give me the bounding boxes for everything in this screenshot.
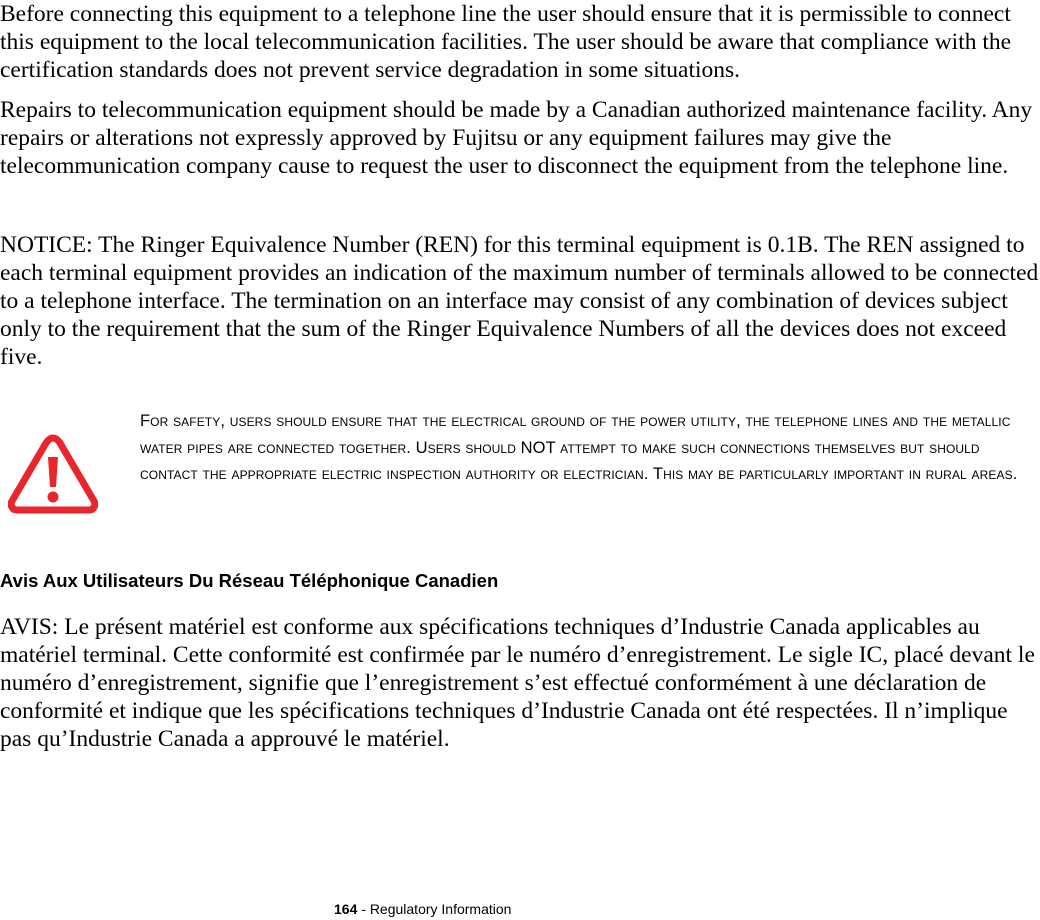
footer-section-name: Regulatory Information [369,901,512,917]
section-heading: Avis Aux Utilisateurs Du Réseau Téléphonique Canadien [0,570,499,591]
page-number: 164 [334,901,358,917]
paragraph-ren-notice: NOTICE: The Ringer Equivalence Number (REN) for this terminal equipment is 0.1B. The REN assigned to each terminal equipment provides an indication of the maximum number of terminals allowed to be connected to a telephone interface. The termination on an interface may consist of any combination of devices subject only to the requirement that the sum of the Ringer Equivalence Numbers of all the devices does not exceed five. [0,232,1039,370]
safety-warning-text: For safety, users should ensure that the electrical ground of the power utility, the telephone lines and the metallic water pipes are connected together. Users should NOT attempt to make such connections themselves but should contact the appropriate electric inspection authority or electrician. This may be particularly important in rural areas. [140,412,1018,483]
paragraph-repairs: Repairs to telecommunication equipment should be made by a Canadian authorized maintenance facility. Any repairs or alterations not expressly approved by Fujitsu or any equipment failures may give the telecommunication company cause to request the user to disconnect the equipment from the telephone line. [0,97,1033,179]
safety-warning [0,400,1040,540]
paragraph-avis: AVIS: Le présent matériel est conforme aux spécifications techniques d’Industrie Canada applicables au matériel terminal. Cette conformité est confirmée par le numéro d’enregistrement. Le sigle IC, placé devant le numéro d’enregistrement, signifie que l’enregistrement s’est effectué conformément à une déclaration de conformité et indique que les spécifications techniques d’Industrie Canada ont été respectées. Il n’implique pas qu’Industrie Canada a approuvé le matériel. [0,614,1035,752]
warning-icon [8,433,98,515]
page-footer [334,900,511,918]
paragraph-equipment-connection: Before connecting this equipment to a telephone line the user should ensure that it is permissible to connect this equipment to the local telecommunication facilities. The user should be aware that compliance with the certification standards does not prevent service degradation in some situations. [0,1,1012,83]
footer-separator: - [357,901,370,917]
